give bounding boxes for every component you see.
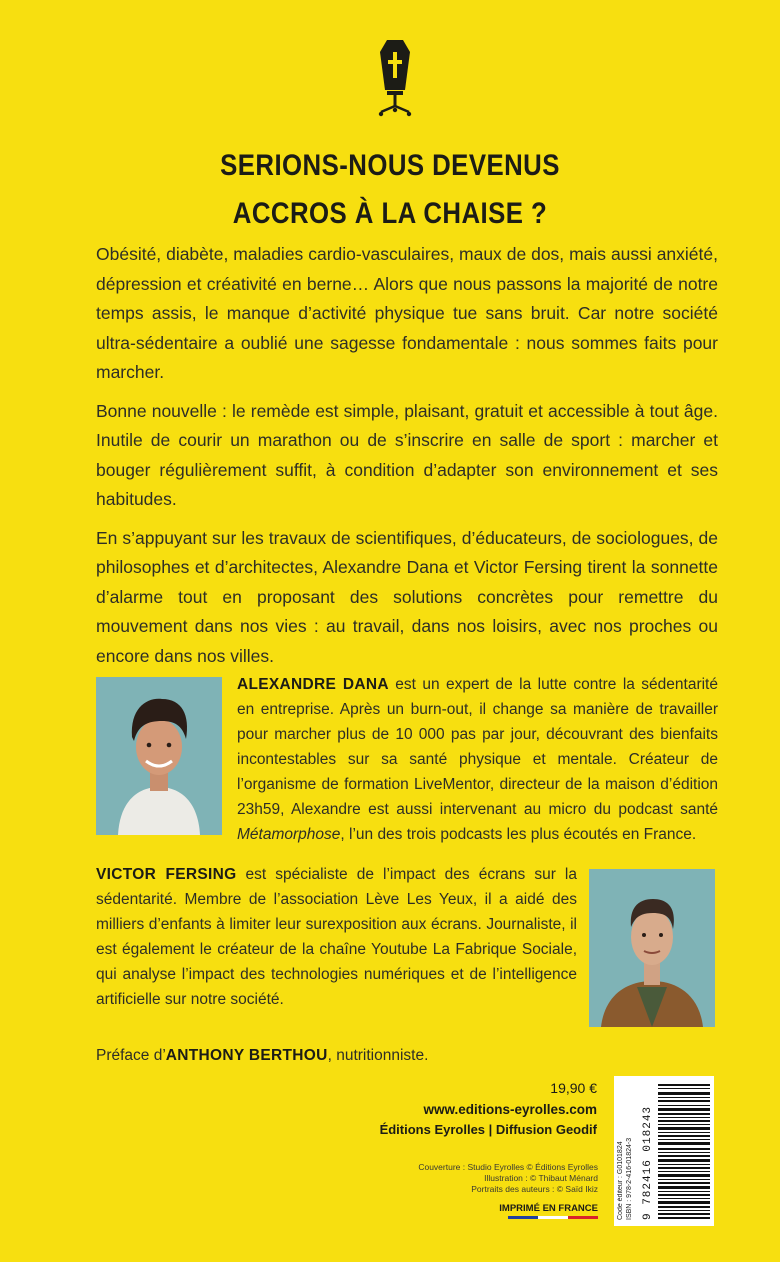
preface-prefix: Préface d’: [96, 1047, 166, 1064]
credit-line-2: Illustration : © Thibaut Ménard: [484, 1173, 598, 1183]
bio-victor-text: est spécialiste de l’impact des écrans sur la sédentarité. Membre de l’association Lève Les Yeux, il a aidé des milliers d’enfants à limiter leur surexposition aux écrans. Journaliste, il est également le créateur de la chaîne Youtube La Fabrique Sociale, qui analyse l’impact des technologies numériques et de l’intelligence artificielle sur notre société.: [96, 866, 577, 1008]
chair-coffin-icon: [377, 38, 413, 120]
title-line-2: ACCROS À LA CHAISE ?: [232, 197, 548, 230]
barcode-codes: [616, 1080, 634, 1220]
preface-line: [96, 1043, 428, 1068]
bio-alexandre-part1: est un expert de la lutte contre la sédentarité en entreprise. Après un burn-out, il change sa manière de travailler pour marcher plus de 10 000 pas par jour, découvrant des bienfaits incontestables sur sa santé physique et mentale. Créateur de l’organisme de formation LiveMentor, directeur de la maison d’édition 23h59, Alexandre est aussi intervenant au micro du podcast santé: [237, 676, 718, 818]
credit-line-3: Portraits des auteurs : © Saïd Ikiz: [471, 1184, 598, 1194]
credits: [388, 1162, 598, 1195]
author-photo-victor: [589, 869, 715, 1027]
blurb-paragraph-2: Bonne nouvelle : le remède est simple, plaisant, gratuit et accessible à tout âge. Inutile de courir un marathon ou de s’inscrire en salle de sport : marcher et bouger régulièrement suffit, à condition d’adapter son environnement et ses habitudes.: [96, 400, 718, 509]
publisher-website: www.editions-eyrolles.com: [423, 1102, 597, 1117]
blurb-paragraph-1: Obésité, diabète, maladies cardio-vasculaires, maux de dos, mais aussi anxiété, dépression et créativité en berne… Alors que nous passons la majorité de notre temps assis, le manque d’activité physique tue sans bruit. Car notre société ultra-sédentaire a oublié une sagesse fondamentale : nous sommes faits pour marcher.: [96, 244, 718, 382]
isbn-line: ISBN : 978-2-416-01824-3: [626, 1137, 633, 1220]
blurb: [96, 240, 718, 680]
barcode-icon: [658, 1082, 710, 1220]
blurb-paragraph-3: En s’appuyant sur les travaux de scientifiques, d’éducateurs, de sociologues, de philosophes et d’architectes, Alexandre Dana et Victor Fersing tirent la sonnette d’alarme tout en proposant des solutions concrètes pour remettre du mouvement dans nos vies : au travail, dans nos loisirs, avec nos proches ou encore dans nos villes.: [96, 527, 718, 666]
title-line-1: SERIONS-NOUS DEVENUS: [220, 149, 560, 182]
price: 19,90 €: [550, 1080, 597, 1096]
credit-line-1: Couverture : Studio Eyrolles © Éditions Eyrolles: [418, 1162, 598, 1172]
preface-name: ANTHONY BERTHOU: [165, 1047, 328, 1064]
made-in-label: IMPRIMÉ EN FRANCE: [499, 1203, 598, 1214]
book-title: [55, 142, 726, 238]
author-photo-alexandre: [96, 677, 222, 835]
barcode-number: 9 782416 018243: [642, 1105, 654, 1220]
author-name-alexandre: ALEXANDRE DANA: [237, 676, 389, 693]
author-name-victor: VICTOR FERSING: [96, 866, 237, 883]
french-flag-icon: [508, 1216, 598, 1219]
podcast-name: Métamorphose: [237, 826, 341, 843]
bio-alexandre-part2: , l’un des trois podcasts les plus écoutés en France.: [340, 826, 697, 843]
author-bio-victor: [96, 862, 577, 1012]
author-bio-alexandre: [237, 672, 718, 847]
publisher-name: Éditions Eyrolles | Diffusion Geodif: [379, 1122, 597, 1137]
preface-suffix: , nutritionniste.: [327, 1047, 429, 1064]
publisher-code: Code éditeur : G0101824: [617, 1141, 624, 1220]
